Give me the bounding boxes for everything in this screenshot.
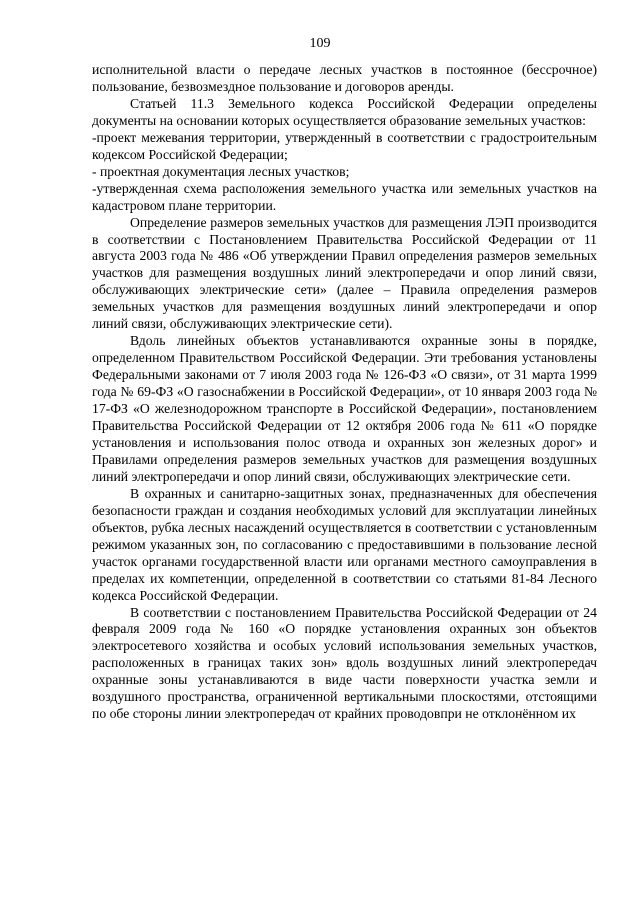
paragraph-resolution-160: В соответствии с постановлением Правительства Российской Федерации от 24 февраля 2009 года № 160 «О порядке установления охранных зон объектов электросетевого хозяйства и особых условий использования земельных участков, расположенных в границах таких зон» вдоль воздушных линий электропередач охранные зоны устанавливаются в виде части поверхности участка земли и воздушного пространства, ограниченной вертикальными плоскостями, отстоящими по обе стороны линии электропередач от крайних проводовпри не отклонённом их [92,604,597,722]
list-item-project-documentation: - проектная документация лесных участков; [92,163,350,179]
page-number: 109 [309,36,331,51]
paragraph-land-code: Статьей 11.3 Земельного кодекса Российской Федерации определены документы на основании которых осуществляется образование земельных участков: [92,95,597,128]
paragraph-lep-sizes: Определение размеров земельных участков для размещения ЛЭП производится в соответствии с Постановлением Правительства Российской Федерации от 11 августа 2003 года № 486 «Об утверждении Правил определения размеров земельных участков для размещения воздушных линий электропередачи и опор линий связи, обслуживающих электрические сети» (далее – Правила определения размеров земельных участков для размещения воздушных линий электропередачи и опор линий связи, обслуживающих электрические сети). [92,214,597,332]
list-item-survey-project: -проект межевания территории, утвержденный в соответствии с градостроительным кодексом Российской Федерации; [92,129,597,162]
paragraph-sanitary-zones: В охранных и санитарно-защитных зонах, предназначенных для обеспечения безопасности граждан и создания необходимых условий для эксплуатации линейных объектов, рубка лесных насаждений осуществляется в соответствии с установленным режимом указанных зон, по согласованию с предоставившими в пользование лесной участок органами государственной власти или органами местного самоуправления в пределах их компетенции, определенной в соответствии со статьями 81-84 Лесного кодекса Российской Федерации. [92,485,597,603]
paragraph-protection-zones: Вдоль линейных объектов устанавливаются охранные зоны в порядке, определенном Правительством Российской Федерации. Эти требования установлены Федеральными законами от 7 июля 2003 года № 126-ФЗ «О связи», от 31 марта 1999 года № 69-ФЗ «О газоснабжении в Российской Федерации», от 10 января 2003 года № 17-ФЗ «О железнодорожном транспорте в Российской Федерации», постановлением Правительства Российской Федерации от 12 октября 2006 года № 611 «О порядке установления и использования полос отвода и охранных зон железных дорог» и Правилами определения размеров земельных участков для размещения воздушных линий электропередачи и опор линий связи, обслуживающих электрические сети. [92,333,597,484]
paragraph-continuation: исполнительной власти о передаче лесных участков в постоянное (бессрочное) пользование, безвозмездное пользование и договоров аренды. [92,62,597,94]
document-body [92,62,597,723]
list-item-approved-scheme: -утвержденная схема расположения земельного участка или земельных участков на кадастровом плане территории. [92,180,597,213]
